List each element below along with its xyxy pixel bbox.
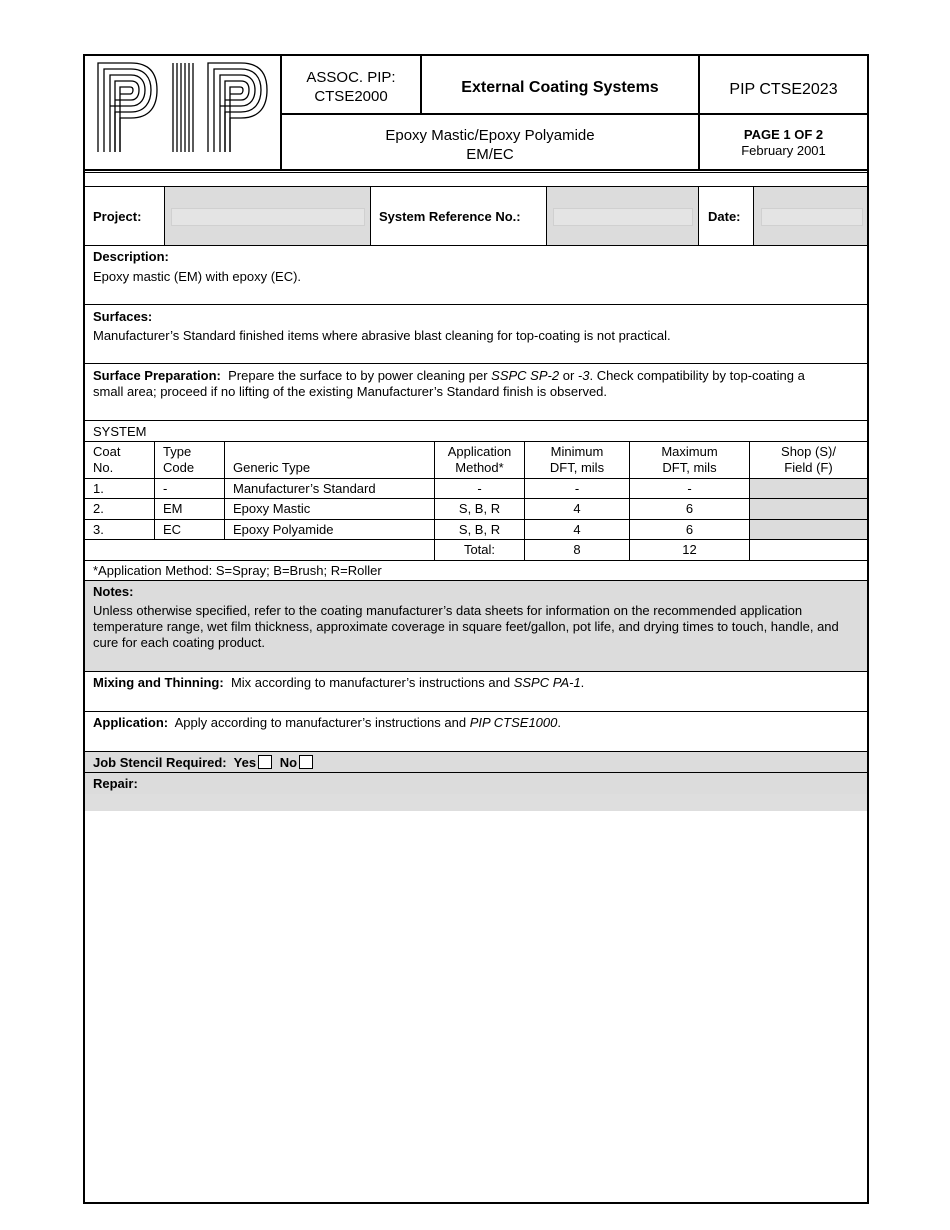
row3-shop[interactable] bbox=[750, 522, 867, 538]
application-line: Application: Apply according to manufacturer’s instructions and PIP CTSE1000. bbox=[93, 715, 562, 730]
sspc-sp3-ref: -3 bbox=[577, 368, 590, 383]
project-label: Project: bbox=[93, 209, 142, 224]
notes-text: Unless otherwise specified, refer to the coating manufacturer’s data sheets for information on the recommended application temperature range, wet film thickness, approximate coverage in square feet/gallon, pot life, and drying times to touch, handle, and cure for each coating product. bbox=[93, 603, 839, 650]
col-min-header: Minimum DFT, mils bbox=[549, 444, 605, 475]
yes-label: Yes bbox=[233, 755, 257, 770]
row2-min: 4 bbox=[573, 501, 581, 516]
col-method-header: Application Method* bbox=[447, 444, 512, 475]
description-label: Description: bbox=[93, 249, 169, 264]
application-label: Application: bbox=[93, 715, 169, 730]
page-indicator: PAGE 1 OF 2 bbox=[743, 127, 824, 142]
form-frame bbox=[83, 54, 869, 1204]
sspc-sp2-ref: SSPC SP-2 bbox=[491, 368, 560, 383]
row3-method: S, B, R bbox=[458, 522, 501, 537]
pip-ctse1000-ref: PIP CTSE1000 bbox=[469, 715, 558, 730]
doc-title: External Coating Systems bbox=[461, 79, 659, 96]
row2-method: S, B, R bbox=[458, 501, 501, 516]
project-input[interactable] bbox=[171, 208, 365, 226]
total-min: 8 bbox=[573, 542, 581, 557]
logo-text bbox=[85, 56, 86, 57]
row1-type: - bbox=[163, 481, 168, 496]
total-label: Total: bbox=[463, 542, 496, 557]
mixing-line: Mixing and Thinning: Mix according to manufacturer’s instructions and SSPC PA-1. bbox=[93, 675, 585, 690]
row1-shop[interactable] bbox=[750, 481, 867, 497]
col-coat-header: Coat No. bbox=[93, 444, 121, 475]
col-shop-header: Shop (S)/ Field (F) bbox=[781, 444, 836, 475]
row3-coat: 3. bbox=[93, 522, 104, 537]
subtitle-line2: EM/EC bbox=[466, 146, 514, 163]
no-checkbox[interactable] bbox=[299, 755, 313, 769]
repair-label: Repair: bbox=[93, 776, 138, 791]
col-max-header: Maximum DFT, mils bbox=[661, 444, 718, 475]
sspc-pa1-ref: SSPC PA-1 bbox=[513, 675, 581, 690]
description-text: Epoxy mastic (EM) with epoxy (EC). bbox=[93, 269, 302, 284]
row1-generic: Manufacturer’s Standard bbox=[233, 481, 376, 496]
application-method-footnote: *Application Method: S=Spray; B=Brush; R=Roller bbox=[93, 563, 382, 578]
yes-checkbox[interactable] bbox=[258, 755, 272, 769]
surfaces-text: Manufacturer’s Standard finished items where abrasive blast cleaning for top-coating is not practical. bbox=[93, 328, 671, 343]
mixing-label: Mixing and Thinning: bbox=[93, 675, 224, 690]
surfaces-label: Surfaces: bbox=[93, 309, 153, 324]
row1-min: - bbox=[574, 481, 580, 496]
subtitle-line1: Epoxy Mastic/Epoxy Polyamide bbox=[385, 127, 595, 144]
row3-type: EC bbox=[163, 522, 182, 537]
row1-coat: 1. bbox=[93, 481, 104, 496]
row3-max: 6 bbox=[685, 522, 694, 537]
system-reference-input[interactable] bbox=[553, 208, 693, 226]
row2-shop[interactable] bbox=[750, 501, 867, 517]
row2-type: EM bbox=[163, 501, 183, 516]
row2-generic: Epoxy Mastic bbox=[233, 501, 311, 516]
row3-generic: Epoxy Polyamide bbox=[233, 522, 334, 537]
row2-max: 6 bbox=[685, 501, 694, 516]
row3-min: 4 bbox=[573, 522, 581, 537]
surface-prep-line1: Surface Preparation: Prepare the surface to by power cleaning per SSPC SP-2 or -3. Check compatibility by top-coating a bbox=[93, 368, 805, 383]
job-stencil-label: Job Stencil Required: bbox=[93, 755, 227, 770]
surface-prep-line2: small area; proceed if no lifting of the existing Manufacturer’s Standard finish is observed. bbox=[93, 384, 608, 399]
no-label: No bbox=[279, 755, 298, 770]
col-generic-header: Generic Type bbox=[233, 460, 311, 475]
date-label: Date: bbox=[708, 209, 741, 224]
total-max: 12 bbox=[682, 542, 697, 557]
assoc-line1: ASSOC. PIP: bbox=[306, 69, 396, 86]
issue-date: February 2001 bbox=[741, 143, 826, 158]
job-stencil-row bbox=[93, 755, 317, 771]
system-reference-label: System Reference No.: bbox=[379, 209, 521, 224]
system-title: SYSTEM bbox=[93, 424, 147, 439]
col-type-header: Type Code bbox=[163, 444, 195, 475]
pip-logo bbox=[95, 60, 273, 156]
notes-label: Notes: bbox=[93, 584, 134, 599]
assoc-line2: CTSE2000 bbox=[314, 88, 388, 105]
repair-text-area[interactable] bbox=[85, 794, 867, 811]
row1-method: - bbox=[477, 481, 482, 496]
row1-max: - bbox=[687, 481, 692, 496]
doc-number: PIP CTSE2023 bbox=[729, 81, 838, 98]
date-input[interactable] bbox=[761, 208, 863, 226]
row2-coat: 2. bbox=[93, 501, 104, 516]
surface-prep-label: Surface Preparation: bbox=[93, 368, 221, 383]
